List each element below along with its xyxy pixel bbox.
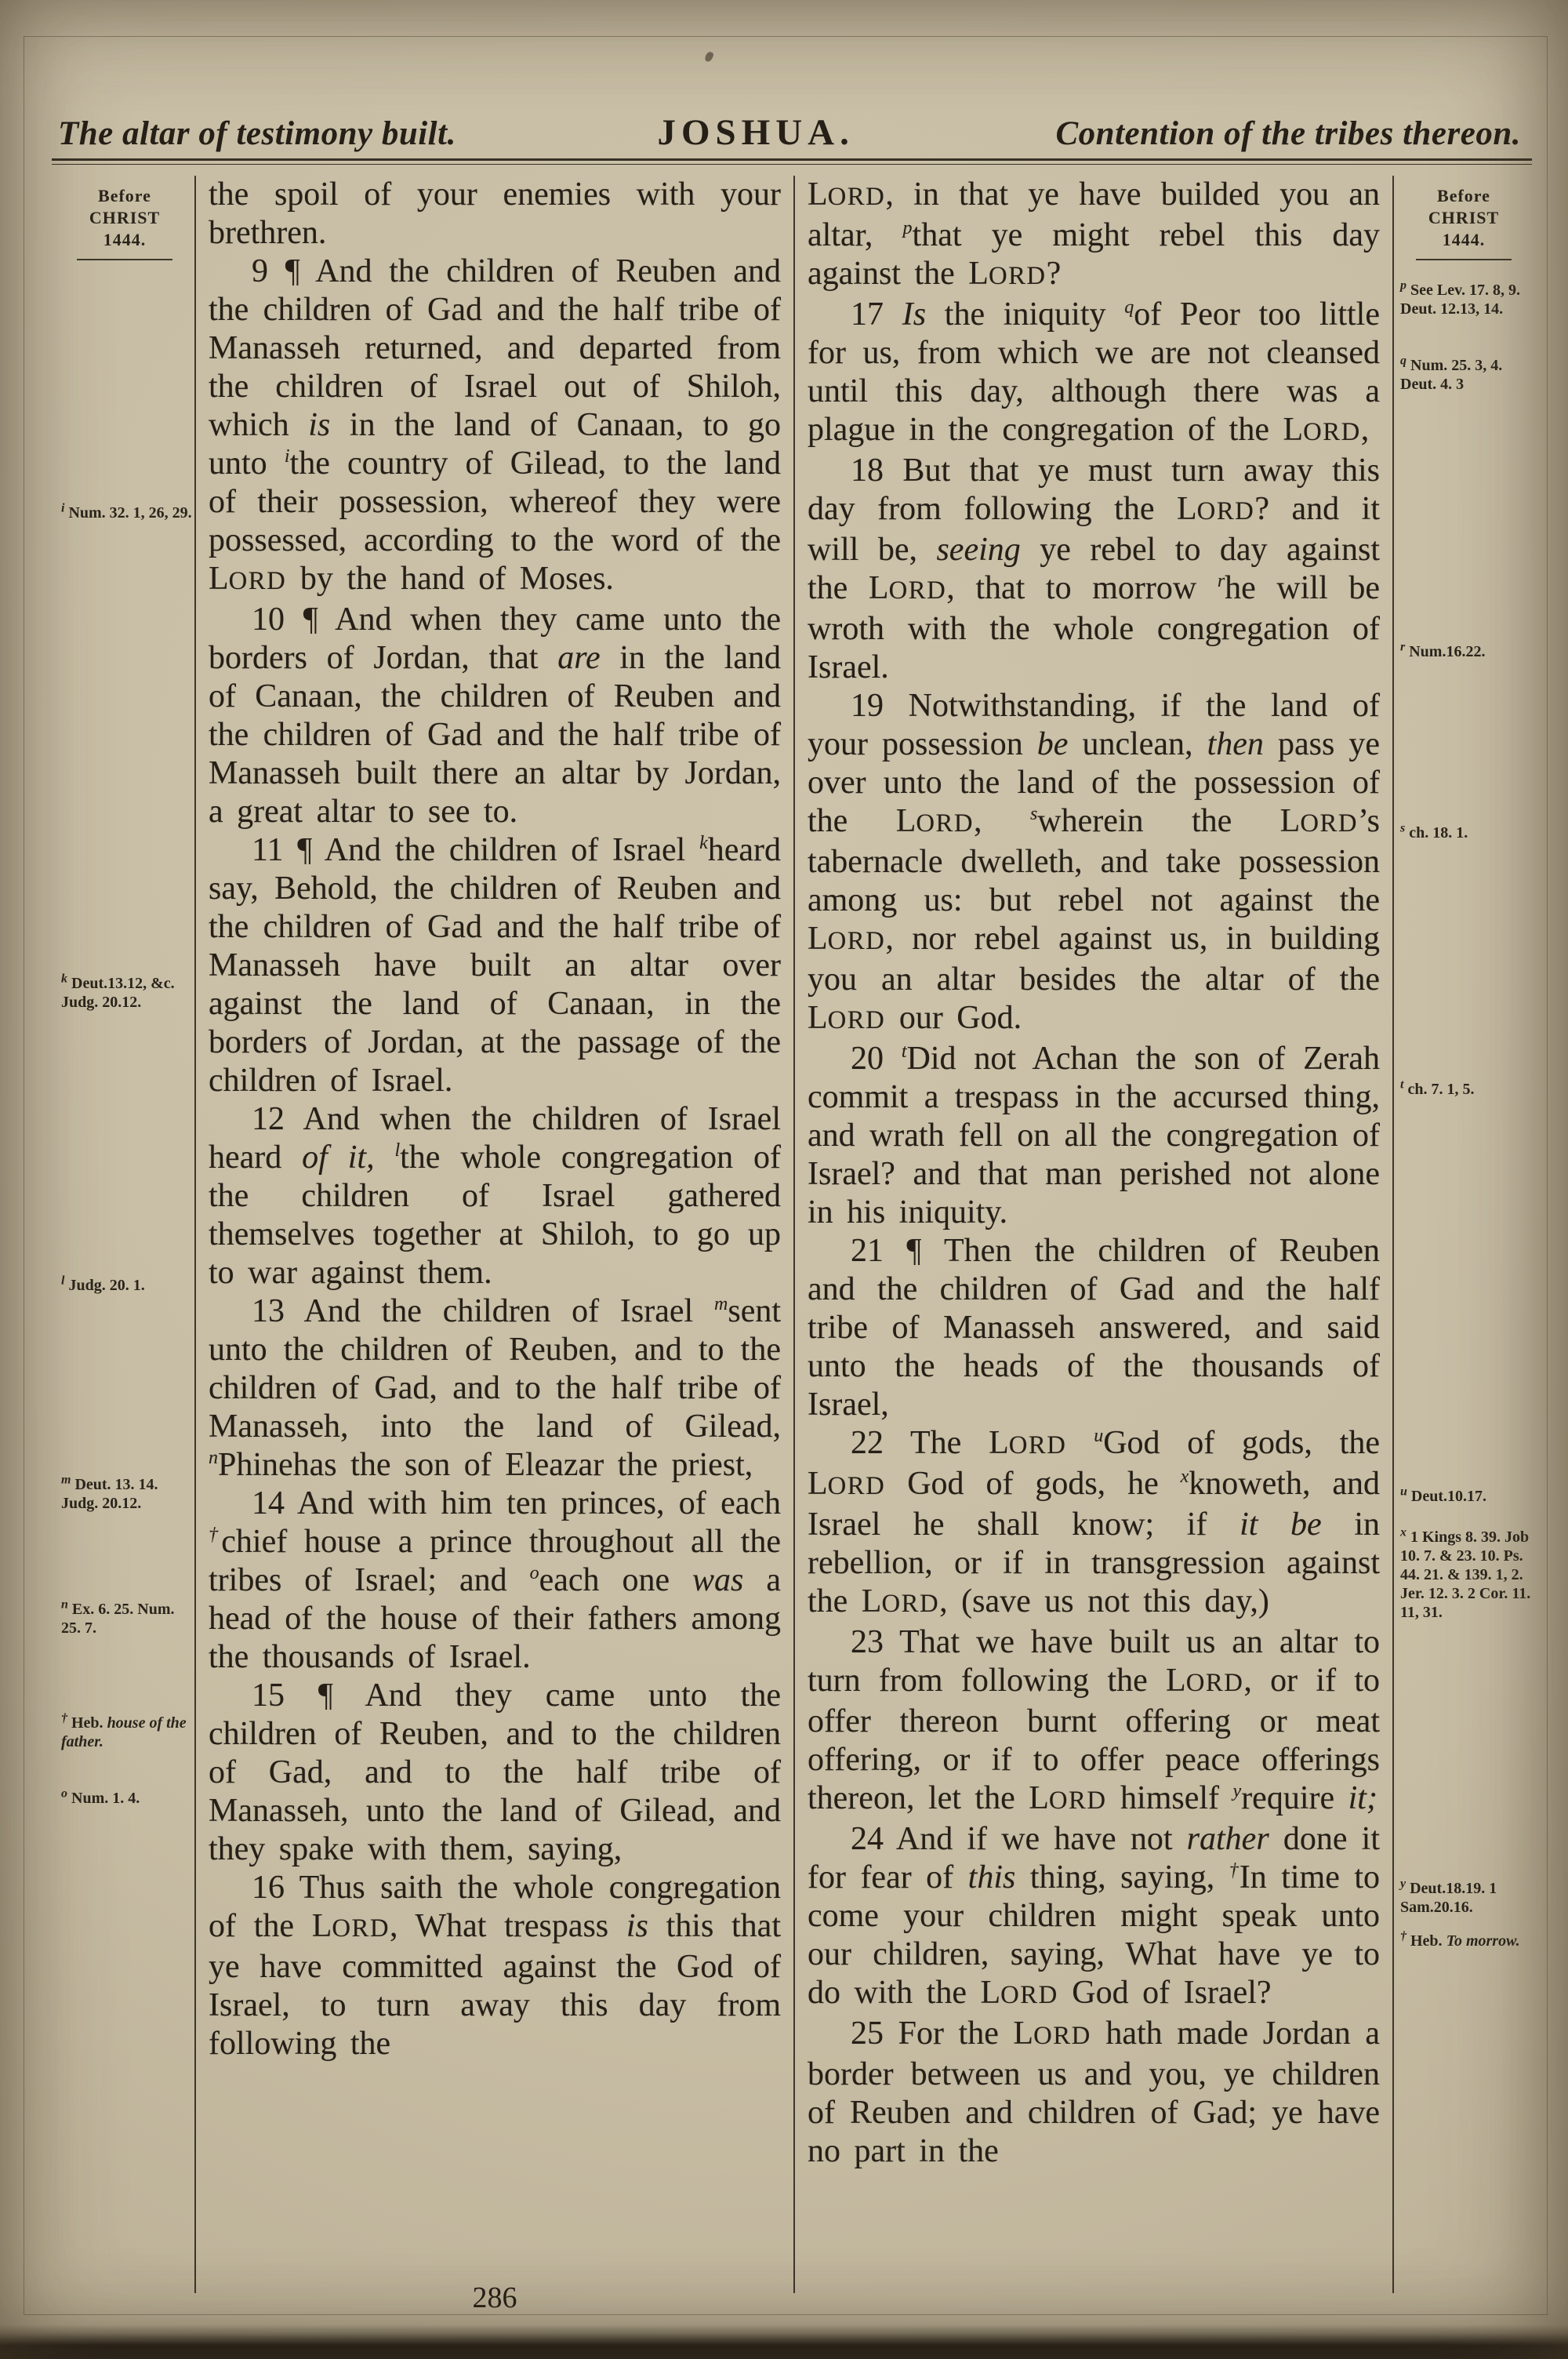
verse-paragraph: 16 Thus saith the whole congregation of the LORD, What trespass is this that ye have committed against the God of Israel, to turn away this day from following the [209,1870,781,2062]
scan-speck [704,51,714,63]
bc-line-3: 1444. [1442,230,1486,249]
margin-note: $^t$ ch. 7. 1, 5. [1400,1078,1475,1098]
margin-note: † Heb. To morrow. [1400,1929,1520,1950]
margin-note: $^n$ Ex. 6. 25. Num. 25. 7. [61,1598,175,1637]
verse-paragraph: LORD, in that ye have builded you an altar, $^p$that ye might rebel this day against the LORD? [808,176,1380,292]
left-text-column [196,176,793,2293]
bc-rule [1416,259,1511,260]
right-text-column [795,176,1392,2293]
left-margin-notes [55,176,194,2293]
bc-line-1: Before [1437,186,1490,205]
margin-note: $^i$ Num. 32. 1, 26, 29. [61,501,192,522]
before-christ-heading-left [55,185,194,260]
verse-paragraph: 23 That we have built us an altar to turn from following the LORD, or if to offer thereon burnt offering or meat offering, or if to offer peace offerings thereon, let the LORD himself $^y$require it; [808,1624,1381,1816]
page-number: 286 [472,2281,517,2314]
before-christ-heading-right [1394,185,1534,260]
verse-paragraph: the spoil of your enemies with your brethren. [209,176,781,251]
verse-paragraph: 13 And the children of Israel $^m$sent unto the children of Reuben, and to the children of Gad, and to the half tribe of Manasseh, into the land of Gilead, $^n$Phinehas the son of Eleazar the priest, [209,1293,781,1483]
verse-paragraph: 14 And with him ten princes, of each †chief house a prince throughout all the tribes of Israel; and $^o$each one was a head of the house of their fathers among the thousands of Israel. [209,1485,782,1675]
verse-paragraph: 17 Is the iniquity $^q$of Peor too little for us, from which we are not cleansed until this day, although there was a plague in the congregation of the LORD, [808,296,1380,448]
margin-note: $^m$ Deut. 13. 14. Judg. 20.12. [61,1473,158,1512]
margin-note: $^p$ See Lev. 17. 8, 9. Deut. 12.13, 14. [1400,278,1520,318]
book-title: JOSHUA. [657,112,855,153]
margin-note: $^u$ Deut.10.17. [1400,1485,1487,1505]
verse-paragraph: 20 $^t$Did not Achan the son of Zerah commit a trespass in the accursed thing, and wrath fell on all the congregation of Israel? and that man perished not alone in his iniquity. [808,1041,1380,1230]
bc-line-1: Before [98,186,151,205]
verse-paragraph: 22 The LORD $^u$God of gods, the LORD God of gods, he $^x$knoweth, and Israel he shall know; if it be in rebellion, or if in transgression against the LORD, (save us not this day,) [808,1425,1381,1619]
margin-note: $^y$ Deut.18.19. 1 Sam.20.16. [1400,1877,1497,1916]
margin-note: $^x$ 1 Kings 8. 39. Job 10. 7. & 23. 10. Ps. 44. 21. & 139. 1, 2. Jer. 12. 3. 2 Cor. 11. 11, 31. [1400,1525,1531,1621]
verse-paragraph: 9 ¶ And the children of Reuben and the children of Gad and the half tribe of Manasseh returned, and departed from the children of Israel out of Shiloh, which is in the land of Canaan, to go unto $^i$the country of Gilead, to the land of their possession, whereof they were possessed, according to the word of the LORD by the hand of Moses. [209,253,781,597]
margin-note: $^k$ Deut.13.12, &c. Judg. 20.12. [61,972,175,1011]
page-content [55,176,1534,2293]
bc-line-2: CHRIST [1428,208,1500,227]
verse-paragraph: 21 ¶ Then the children of Reuben and the children of Gad and the half tribe of Manasseh answered, and said unto the heads of the thousands of Israel, [808,1233,1380,1423]
verse-paragraph: 25 For the LORD hath made Jordan a border between us and you, ye children of Reuben and children of Gad; ye have no part in the [808,2016,1380,2169]
verse-paragraph: 11 ¶ And the children of Israel $^k$heard say, Behold, the children of Reuben and the children of Gad and the half tribe of Manasseh have built an altar over against the land of Canaan, in the borders of Jordan, at the passage of the children of Israel. [209,832,781,1099]
margin-note: $^o$ Num. 1. 4. [61,1787,140,1807]
verse-paragraph: 24 And if we have not rather done it for fear of this thing, saying, †In time to come your children might speak unto our children, saying, What have ye to do with the LORD God of Israel? [808,1821,1381,2011]
margin-note: $^s$ ch. 18. 1. [1400,821,1468,841]
verse-paragraph: 18 But that ye must turn away this day from following the LORD? and it will be, seeing ye rebel to day against the LORD, that to morrow $^r$he will be wroth with the whole congregation of Israel. [808,453,1381,685]
verse-paragraph: 15 ¶ And they came unto the children of Reuben, and to the children of Gad, and to the half tribe of Manasseh, unto the land of Gilead, and they spake with them, saying, [209,1677,781,1867]
bc-line-2: CHRIST [89,208,161,227]
bc-rule [77,259,172,260]
margin-note: $^r$ Num.16.22. [1400,640,1486,660]
scan-edge-bottom [0,2324,1568,2359]
verse-paragraph: 19 Notwithstanding, if the land of your possession be unclean, then pass ye over unto the land of the possession of the LORD, $^s$wherein the LORD’s tabernacle dwelleth, and take possession among us: but rebel not against the LORD, nor rebel against us, in building you an altar besides the altar of the LORD our God. [808,688,1380,1036]
running-head [58,111,1521,154]
running-head-right: Contention of the tribes thereon. [1055,115,1521,152]
header-rule [52,158,1532,165]
right-margin-notes [1394,176,1534,2293]
margin-note: $^q$ Num. 25. 3, 4. Deut. 4. 3 [1400,354,1503,393]
verse-paragraph: 10 ¶ And when they came unto the borders of Jordan, that are in the land of Canaan, the children of Reuben and the children of Gad and the half tribe of Manasseh built there an altar by Jordan, a great altar to see to. [209,602,781,830]
margin-note: $^l$ Judg. 20. 1. [61,1274,145,1294]
running-head-left: The altar of testimony built. [58,115,456,152]
verse-paragraph: 12 And when the children of Israel heard of it, $^l$the whole congregation of the children of Israel gathered themselves together at Shiloh, to go up to war against them. [209,1101,781,1291]
margin-note: † Heb. house of the father. [61,1711,187,1750]
bc-line-3: 1444. [103,230,147,249]
